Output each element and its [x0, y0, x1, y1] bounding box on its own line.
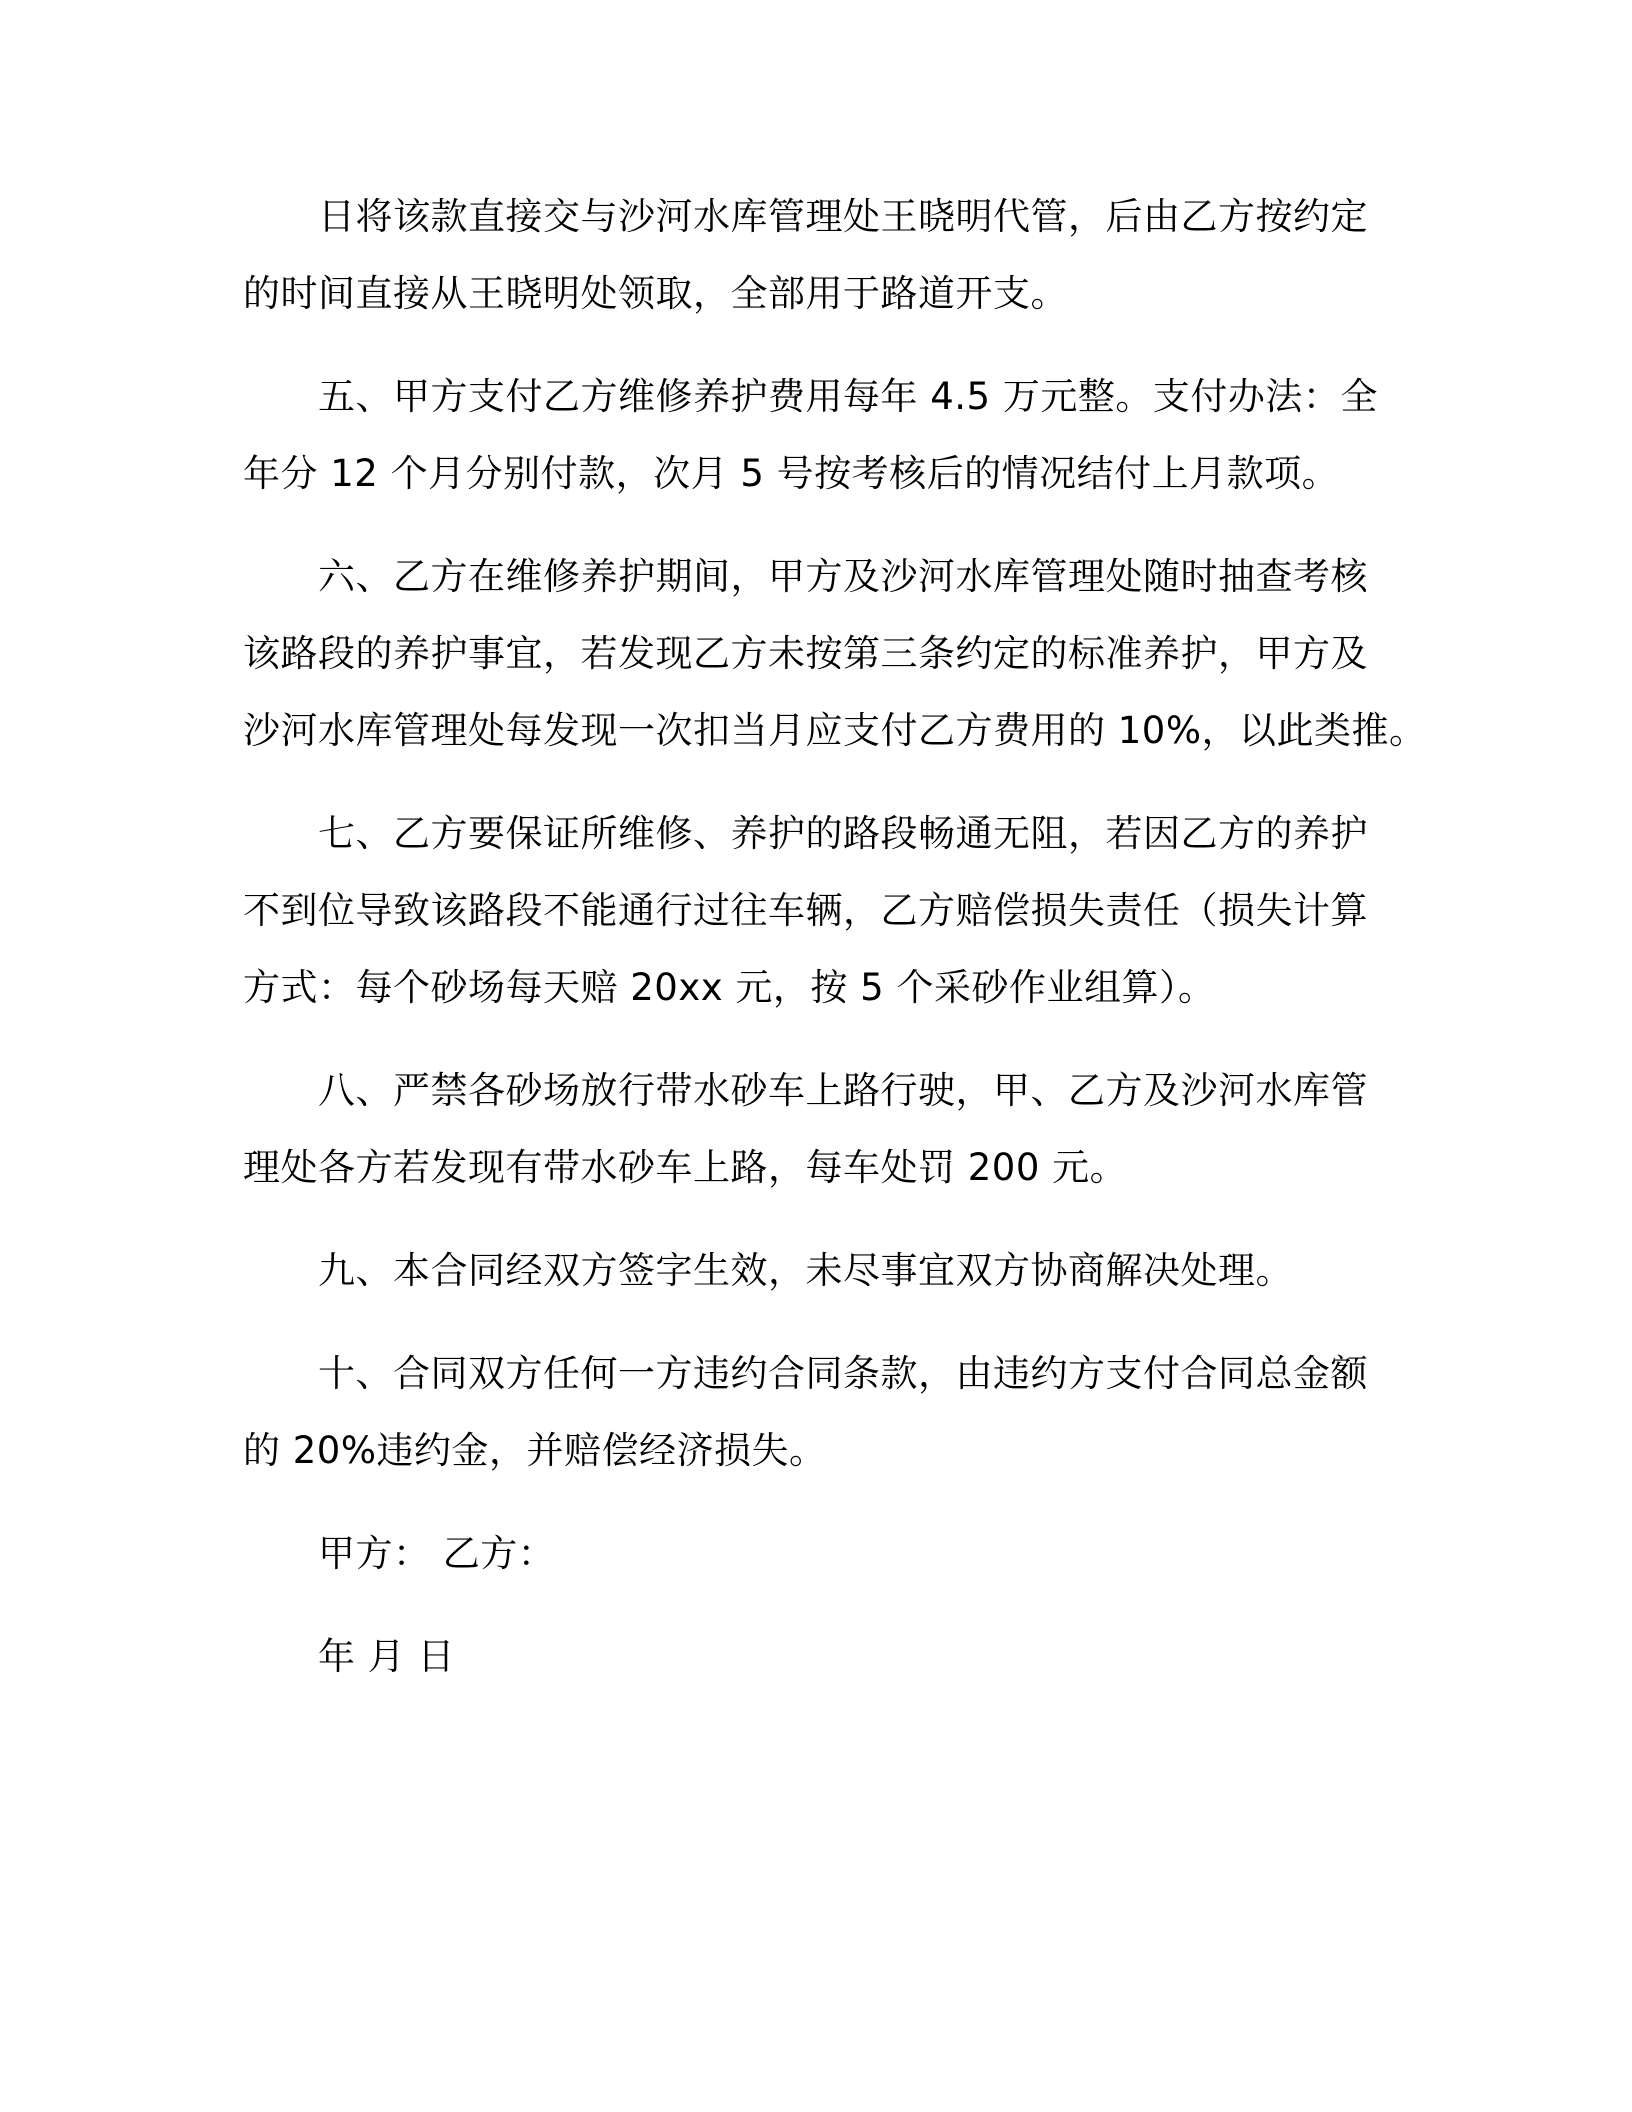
text-line: 七、乙方要保证所维修、养护的路段畅通无阻，若因乙方的养护	[318, 812, 1368, 855]
text-line: 年分 12 个月分别付款，次月 5 号按考核后的情况结付上月款项。	[243, 452, 1340, 495]
text-line: 八、严禁各砂场放行带水砂车上路行驶，甲、乙方及沙河水库管	[318, 1069, 1368, 1112]
text-line: 方式：每个砂场每天赔 20xx 元，按 5 个采砂作业组算）。	[243, 966, 1216, 1009]
text-line: 沙河水库管理处每发现一次扣当月应支付乙方费用的 10%，以此类推。	[243, 709, 1427, 752]
text-line: 十、合同双方任何一方违约合同条款，由违约方支付合同总金额	[318, 1352, 1368, 1395]
text-line: 的 20%违约金，并赔偿经济损失。	[243, 1429, 827, 1472]
signature-parties: 甲方： 乙方：	[318, 1532, 556, 1575]
text-line: 理处各方若发现有带水砂车上路，每车处罚 200 元。	[243, 1146, 1128, 1189]
text-line: 不到位导致该路段不能通行过往车辆，乙方赔偿损失责任（损失计算	[243, 889, 1368, 932]
text-line: 该路段的养护事宜，若发现乙方未按第三条约定的标准养护，甲方及	[243, 632, 1368, 675]
signature-date: 年 月 日	[318, 1635, 456, 1678]
text-line: 的时间直接从王晓明处领取，全部用于路道开支。	[243, 272, 1068, 315]
text-line: 九、本合同经双方签字生效，未尽事宜双方协商解决处理。	[318, 1249, 1293, 1292]
text-line: 日将该款直接交与沙河水库管理处王晓明代管，后由乙方按约定	[318, 195, 1368, 238]
text-line: 五、甲方支付乙方维修养护费用每年 4.5 万元整。支付办法：全	[318, 375, 1378, 418]
text-line: 六、乙方在维修养护期间，甲方及沙河水库管理处随时抽查考核	[318, 555, 1368, 598]
